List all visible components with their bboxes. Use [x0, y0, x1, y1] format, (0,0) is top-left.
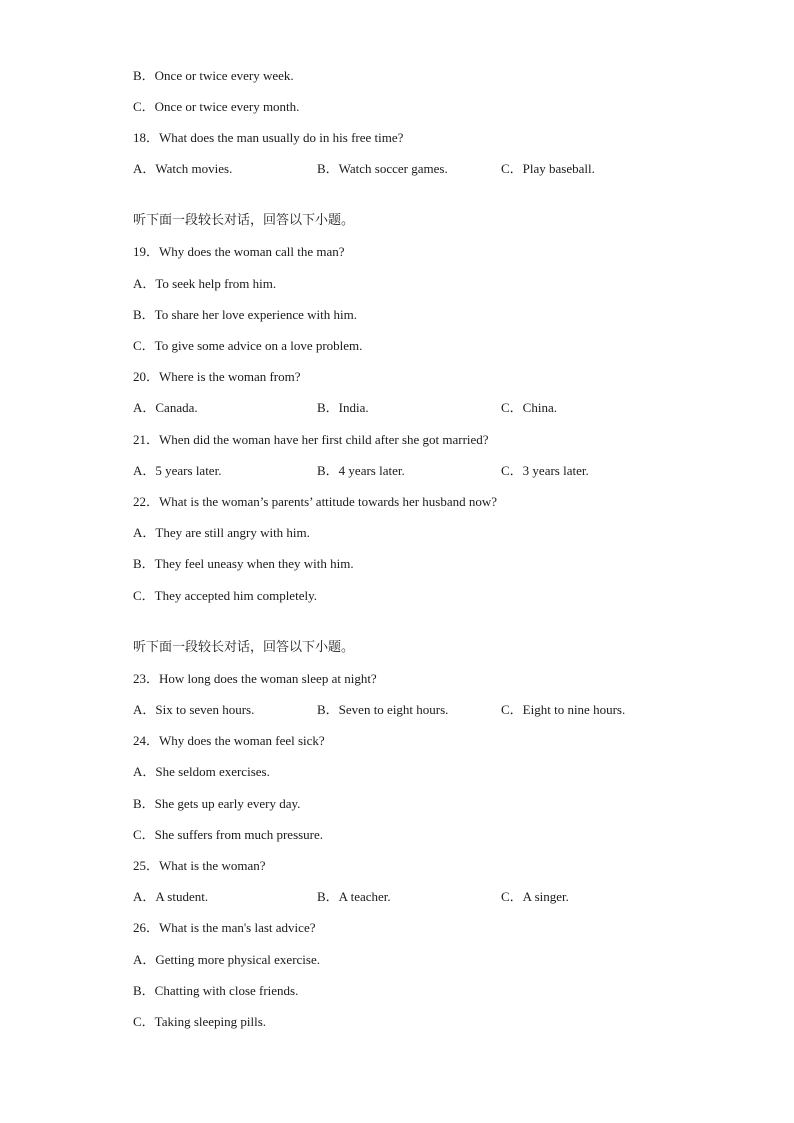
- q23-option-b: B．Seven to eight hours.: [317, 702, 449, 717]
- q19-option-b: B．To share her love experience with him.: [133, 307, 357, 322]
- q18-option-b: B．Watch soccer games.: [317, 161, 448, 176]
- q23-question: 23．How long does the woman sleep at night?: [133, 671, 377, 686]
- q22-question: 22．What is the woman’s parents’ attitude towards her husband now?: [133, 494, 498, 509]
- q26-option-a: A．Getting more physical exercise.: [133, 952, 320, 967]
- q25-question: 25．What is the woman?: [133, 858, 266, 873]
- q24-option-c: C．She suffers from much pressure.: [133, 827, 324, 842]
- q20-option-b: B．India.: [317, 400, 369, 415]
- q17-option-c: C．Once or twice every month.: [133, 99, 300, 114]
- q21-question: 21．When did the woman have her first child after she got married?: [133, 432, 489, 447]
- q17-option-b: B．Once or twice every week.: [133, 68, 294, 83]
- q18-option-c: C．Play baseball.: [501, 161, 595, 176]
- q22-option-a: A．They are still angry with him.: [133, 525, 310, 540]
- q18-option-a: A．Watch movies.: [133, 161, 233, 176]
- q20-option-a: A．Canada.: [133, 400, 198, 415]
- q24-option-a: A．She seldom exercises.: [133, 764, 270, 779]
- q21-option-a: A．5 years later.: [133, 463, 222, 478]
- section-heading-1: 听下面一段较长对话，回答以下小题。: [133, 213, 355, 228]
- q24-question: 24．Why does the woman feel sick?: [133, 733, 325, 748]
- q21-option-c: C．3 years later.: [501, 463, 589, 478]
- q22-option-b: B．They feel uneasy when they with him.: [133, 556, 354, 571]
- q24-option-b: B．She gets up early every day.: [133, 796, 301, 811]
- q26-option-b: B．Chatting with close friends.: [133, 983, 299, 998]
- q22-option-c: C．They accepted him completely.: [133, 588, 317, 603]
- q26-option-c: C．Taking sleeping pills.: [133, 1014, 267, 1029]
- q20-option-c: C．China.: [501, 400, 557, 415]
- q26-question: 26．What is the man's last advice?: [133, 920, 316, 935]
- q25-option-a: A．A student.: [133, 889, 209, 904]
- q25-option-c: C．A singer.: [501, 889, 569, 904]
- q19-question: 19．Why does the woman call the man?: [133, 244, 345, 259]
- q18-question: 18．What does the man usually do in his free time?: [133, 130, 404, 145]
- q19-option-a: A．To seek help from him.: [133, 276, 277, 291]
- q20-question: 20．Where is the woman from?: [133, 369, 301, 384]
- q25-option-b: B．A teacher.: [317, 889, 391, 904]
- q23-option-c: C．Eight to nine hours.: [501, 702, 626, 717]
- q21-option-b: B．4 years later.: [317, 463, 405, 478]
- q23-option-a: A．Six to seven hours.: [133, 702, 255, 717]
- q19-option-c: C．To give some advice on a love problem.: [133, 338, 363, 353]
- section-heading-2: 听下面一段较长对话，回答以下小题。: [133, 640, 355, 655]
